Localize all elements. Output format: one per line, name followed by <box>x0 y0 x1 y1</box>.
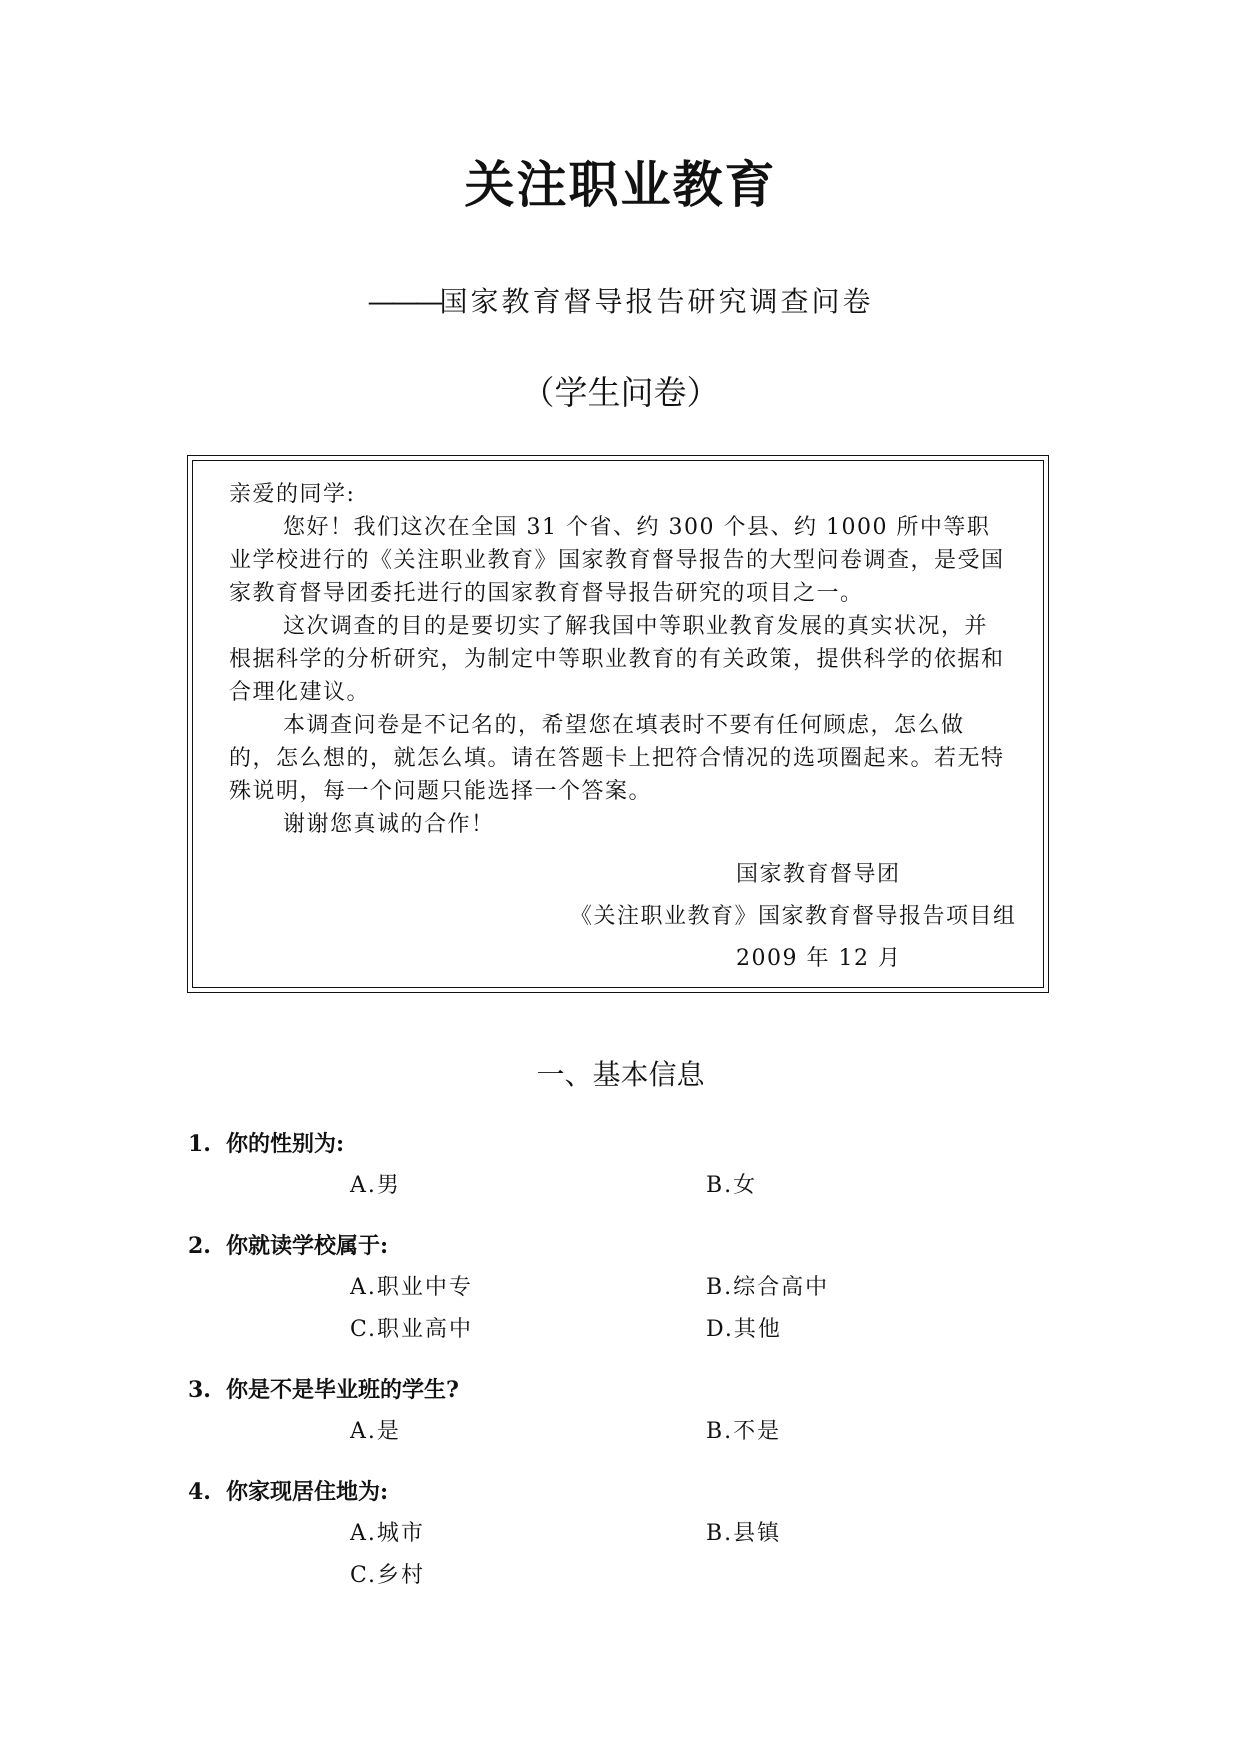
subtitle-text: 国家教育督导报告研究调查问卷 <box>439 285 874 318</box>
letter-paragraph-1: 您好！我们这次在全国 31 个省、约 300 个县、约 1000 所中等职业学校进行的《关注职业教育》国家教育督导报告的大型问卷调查，是受国家教育督导团委托进行的国家教育督导报告研究的项目之一。 <box>229 515 1005 606</box>
question-4 <box>188 1476 388 1508</box>
subtitle-dash: ——— <box>367 285 440 318</box>
option-2a[interactable]: A.职业中专 <box>350 1275 473 1300</box>
section-heading: 一、基本信息 <box>536 1058 705 1091</box>
document-title: 关注职业教育 <box>464 155 777 214</box>
questionnaire-type: （学生问卷） <box>521 373 720 412</box>
letter-greeting: 亲爱的同学: <box>229 482 356 507</box>
option-1a[interactable]: A.男 <box>350 1173 401 1198</box>
question-text: 你的性别为: <box>226 1131 345 1157</box>
option-2d[interactable]: D.其他 <box>706 1317 782 1342</box>
option-4c[interactable]: C.乡村 <box>350 1563 426 1588</box>
letter-paragraph-2: 这次调查的目的是要切实了解我国中等职业教育发展的真实状况，并根据科学的分析研究，为制定中等职业教育的有关政策，提供科学的依据和合理化建议。 <box>229 614 1005 705</box>
question-2 <box>188 1230 388 1262</box>
option-3a[interactable]: A.是 <box>350 1419 401 1444</box>
letter-signature-org: 国家教育督导团 <box>736 862 901 887</box>
question-1 <box>188 1128 344 1160</box>
option-2b[interactable]: B.综合高中 <box>706 1275 830 1300</box>
letter-signature-group: 《关注职业教育》国家教育督导报告项目组 <box>570 904 1017 929</box>
question-text: 你是不是毕业班的学生? <box>226 1377 459 1403</box>
question-text: 你就读学校属于: <box>226 1233 389 1259</box>
question-text: 你家现居住地为: <box>226 1479 389 1505</box>
question-number: 2. <box>188 1233 211 1259</box>
letter-paragraph-3: 本调查问卷是不记名的，希望您在填表时不要有任何顾虑，怎么做的，怎么想的，就怎么填。请在答题卡上把符合情况的选项圈起来。若无特殊说明，每一个问题只能选择一个答案。 <box>229 713 1005 804</box>
letter-date: 2009 年 12 月 <box>736 946 902 971</box>
option-4a[interactable]: A.城市 <box>350 1521 425 1546</box>
option-4b[interactable]: B.县镇 <box>706 1521 782 1546</box>
question-number: 1. <box>188 1131 211 1157</box>
question-number: 4. <box>188 1479 211 1505</box>
option-1b[interactable]: B.女 <box>706 1173 758 1198</box>
option-2c[interactable]: C.职业高中 <box>350 1317 474 1342</box>
question-number: 3. <box>188 1377 211 1403</box>
question-3 <box>188 1374 459 1406</box>
document-subtitle <box>0 282 1241 322</box>
letter-paragraph-4: 谢谢您真诚的合作！ <box>283 812 495 837</box>
option-3b[interactable]: B.不是 <box>706 1419 782 1444</box>
letter-body <box>229 478 1009 841</box>
